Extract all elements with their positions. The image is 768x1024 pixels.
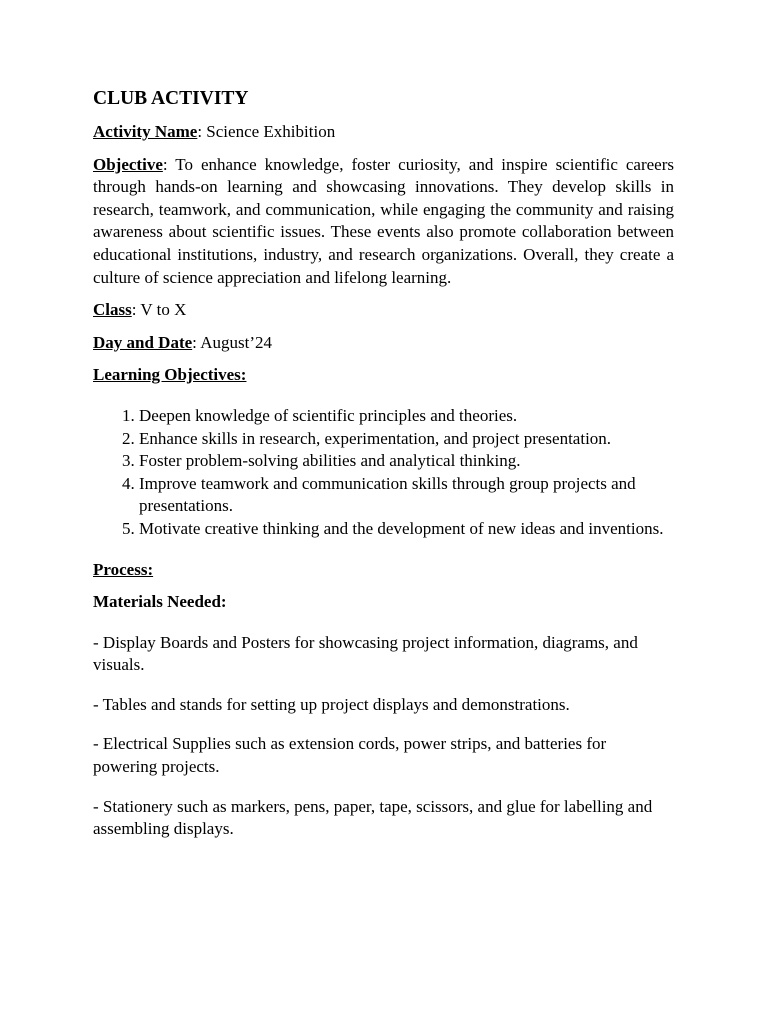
material-item: - Stationery such as markers, pens, paper, tape, scissors, and glue for labelling and assembling displays. [93, 796, 653, 839]
list-item: 2. Enhance skills in research, experimentation, and project presentation. [139, 428, 674, 451]
list-item: 3. Foster problem-solving abilities and analytical thinking. [139, 450, 674, 473]
learning-objectives-list [93, 405, 674, 541]
objective-text: : To enhance knowledge, foster curiosity, and inspire scientific careers through hands-on learning and showcasing innovations. They develop skills in research, teamwork, and communication, while engaging the community and raising awareness about scientific issues. These events also promote collaboration between educational institutions, industry, and research organizations. Overall, they create a culture of science appreciation and lifelong learning. [93, 154, 674, 287]
activity-name-label: Activity Name [93, 122, 198, 141]
list-item: 4. Improve teamwork and communication skills through group projects and presentations. [139, 473, 674, 518]
class-label: Class [93, 300, 132, 320]
material-item: - Tables and stands for setting up project displays and demonstrations. [93, 694, 570, 714]
objective-paragraph [93, 154, 674, 290]
list-item: 5. Motivate creative thinking and the development of new ideas and inventions. [139, 518, 674, 541]
day-date-row [93, 332, 674, 355]
materials-heading [93, 591, 674, 614]
day-date-value: : August’24 [192, 332, 272, 352]
learning-objectives-heading-text: Learning Objectives: [93, 365, 247, 385]
activity-name-row [93, 121, 674, 144]
material-item: - Electrical Supplies such as extension cords, power strips, and batteries for powering projects. [93, 734, 607, 777]
class-row [93, 299, 674, 322]
list-item: 1. Deepen knowledge of scientific principles and theories. [139, 405, 674, 428]
activity-name-value: : Science Exhibition [197, 122, 336, 141]
process-heading-text: Process: [93, 559, 154, 579]
day-date-label: Day and Date [93, 332, 193, 352]
page-title: CLUB ACTIVITY [93, 88, 249, 109]
material-item: - Display Boards and Posters for showcasing project information, diagrams, and visuals. [93, 632, 638, 675]
document-body [93, 87, 674, 858]
process-heading [93, 559, 674, 582]
class-value: : V to X [131, 300, 187, 320]
materials-heading-text: Materials Needed: [93, 592, 227, 612]
learning-objectives-heading [93, 364, 674, 387]
objective-label: Objective [93, 154, 163, 174]
